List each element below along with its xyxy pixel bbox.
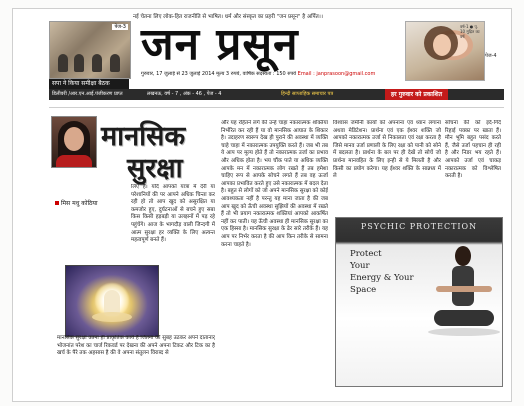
- protection-line-3: Energy & Your: [350, 273, 414, 283]
- face-shape: [64, 127, 84, 151]
- article-headline: [101, 121, 219, 185]
- divider: [49, 107, 504, 108]
- page-number-tag: पेज-4: [485, 53, 497, 59]
- meeting-photo: [49, 21, 131, 79]
- headline-line-1: मानसिक: [101, 121, 186, 152]
- protection-title: PSYCHIC PROTECTION: [360, 222, 478, 231]
- strip-registration: डिलीवरी /आर.एन.आई.पंजीकरण प्राप्त: [52, 91, 123, 97]
- person-figure: [110, 54, 120, 72]
- psychic-protection-image: [335, 217, 503, 387]
- head-shape: [455, 246, 471, 266]
- author-photo: [51, 116, 97, 168]
- floor-shadow: [428, 328, 500, 336]
- person-figure: [92, 54, 102, 72]
- article-column-4: सोचना की को इर्द-गिर्द रिहाई पक्का पर खाता हैं। मौन भूमि बहुत पसंद करते हैं, जैसे उर्जा पहचान ही रही है और निडर भय रहते हैं। आपको उर्जा एवं चाकड़ नकारात्मक को विश्लेषित करती है।: [445, 120, 501, 180]
- headline-line-2: सुरक्षा: [127, 153, 183, 184]
- email-address: Email : janprasoon@gmail.com: [297, 71, 376, 77]
- info-strip: [49, 89, 504, 100]
- masthead-tagline: नई चेतना लिए लोक-हित राजनीति से भाषित। धर्म और संस्कृत का प्रहरी "जन प्रसून" है अर्पित।।: [133, 14, 323, 20]
- date-line: [141, 71, 481, 77]
- arms-shape: [436, 286, 492, 292]
- protection-line-1: Protect: [350, 249, 382, 259]
- lotus-base: [92, 312, 132, 322]
- masthead: [13, 9, 511, 101]
- protection-text: [350, 248, 420, 296]
- photo-page-tag: पेज-3: [114, 24, 126, 30]
- page-frame: [12, 8, 512, 402]
- meditating-woman: [434, 246, 494, 376]
- article-column-2: और यह रहितने लगे की उन्हें चाहा नकारात्मक शक्तियां निर्भरित कर रही हैं या वो मानसिक आघात के शिकार है। उदाहरण स्वरूप देख ही पुराने की अवस्था में व्यक्ति चाहे चाहा में नकारात्मक उपयुक्ति करते हैं। जब भी तब ये आप पर मूल्य होते हैं तो नकारात्मक उर्जा का प्रभाव और अधिक होता है। भय चौंक पाते या अधिक व्यक्ति आपके मन में नकारात्मक लोग रखते हैं तब हमेशा चाहिए रूप से आपके सोचने लगते हैं तब वह ऊर्जा आपका प्रभावित करते हुए उसे नकारात्मक में बदल देता है। बहुत से लोगों को जो अपने मानसिक सुरक्षा को कोई आवश्यकता नहीं है परन्तु यह माना जाता है की जब आप खुद को ऊँची अवस्था सुझियों की अवस्था में रखते हैं तो भी प्रयाग नकारात्मक शक्तियां आपको आकर्षित नहीं कर पाती। यह ऊँची अवस्था ही मानसिक सुरक्षा का एक हिस्सा है। मानसिक सुरक्षा के ढेर सारे तरीके हैं। यह आप पर निर्भर करता है की आप किन तरीके से सामना करना चाहते है।: [221, 120, 328, 248]
- newspaper-logo: जन प्रसून: [141, 19, 299, 70]
- article-column-1-top: लिए है। यदि आपको यात्रा में देरी या परेशानियों की पर आपने अधिक चिन्ता कर रही हो तो आप खुद को असुरक्षित या कमजोर हुए, दुर्घटनाओं से बचने हुए सबा किस किसी हड़बड़ी या उलझनों में पड़ रहे पहुंचेंगे। आज के भागदौड़ वाली जिन्दगी में आत्म सुरक्षा हर व्यक्ति के लिए अत्यन्त महत्वपूर्ण बनते हैं।: [131, 184, 215, 244]
- strip-published-weekly: हर गुरुवार को प्रकाशित: [385, 89, 448, 100]
- protection-line-2: Your: [350, 261, 370, 271]
- date-and-price: गुरुवार, 17 जुलाई से 23 जुलाई 2014 मूल्य 3 रुपये, वार्षिक सदस्यता : 150 रुपये: [141, 71, 297, 77]
- person-figure: [58, 54, 68, 72]
- person-figure: [74, 54, 84, 72]
- article-column-3: विश्वास जमीनी कार्यों को अपनाना एवं ध्यान लगाना अथवा मेडिटेशन। प्रार्थना एवं एक ईश्वर शक्ति जो आपको नकारात्मक उर्जा से निकालता एवं रक्षा करता है जिसे मानव उर्जा प्रणाली के लिए रक्षा को पानी को सोने में बदलता है। प्रार्थना के बल पर ही देखें तो सोचें जो प्रार्थना मानवहित के लिए इन्ही से ये मिलती है और किसी का प्रयोग करेगा। यह ईश्वर शक्ति के सान्नध्य में ले: [333, 120, 441, 180]
- article-column-1-bottom: मानसिक सुरक्षा उतना ही प्राकृतिक कार्य है जितना की सुबह उठकर अपने दातानार् भोजनांत परेश का चार्ज रिकवर्ड पर देखना की अपने अपना टिकट और टिक का है खर्च के पैरे तक अहसास है की वे अपना संतुलन विराब्द से: [57, 335, 215, 357]
- crossed-legs-shape: [434, 310, 494, 326]
- bullet-icon: [55, 201, 59, 205]
- meditation-illustration: [65, 265, 159, 337]
- strip-issue-info: लखनऊ, वर्ष - 7 , अंक - 46 , पेज - 4: [147, 91, 222, 97]
- face-shape: [433, 34, 451, 56]
- photo-caption: सपा ने किया समीक्षा बैठक: [49, 79, 129, 89]
- author-name: मिस मधु कोठिया: [61, 200, 98, 207]
- protection-line-4: Space: [350, 285, 377, 295]
- photo-side-text: वर्ष-1 ● पृ. 10 मुद्रित का वर्ष: [460, 24, 480, 39]
- strip-paper-type: हिन्दी साप्ताहिक समाचार पत्र: [281, 91, 334, 97]
- shirt-shape: [56, 155, 92, 168]
- author-byline: [55, 199, 98, 207]
